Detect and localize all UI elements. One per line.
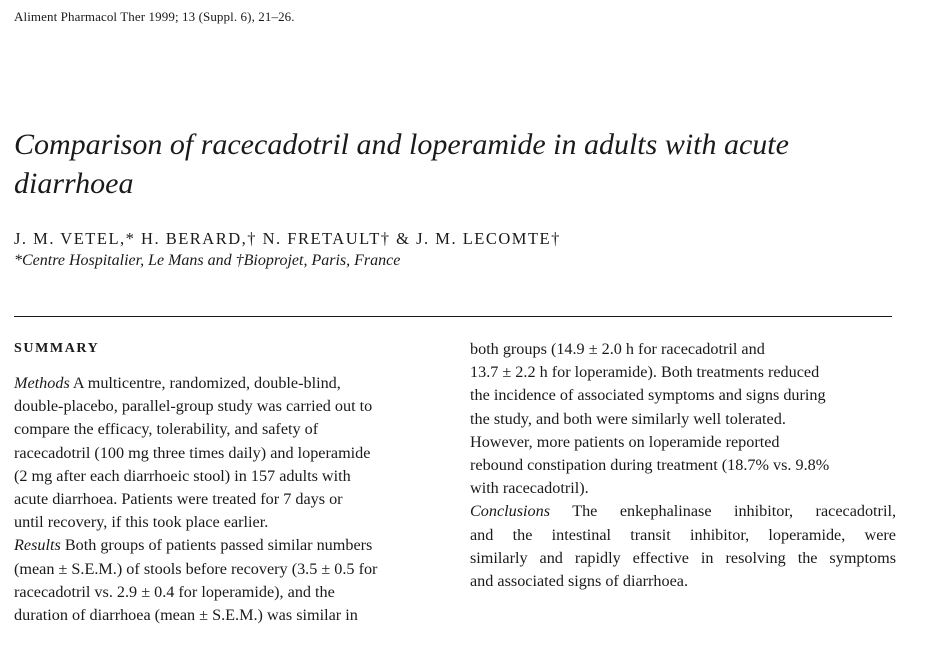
methods-line: acute diarrhoea. Patients were treated for 7 days or <box>14 490 343 509</box>
results-line: However, more patients on loperamide reported <box>470 432 780 451</box>
results-line: both groups (14.9 ± 2.0 h for racecadotril and <box>470 340 765 358</box>
summary-column-left <box>14 372 444 627</box>
results-label: Results <box>14 536 61 555</box>
summary-heading: SUMMARY <box>14 341 100 356</box>
conclusions-line: and the intestinal transit inhibitor, loperamide, were <box>470 525 896 544</box>
methods-line: compare the efficacy, tolerability, and safety of <box>14 420 319 439</box>
methods-line: (2 mg after each diarrhoeic stool) in 157 adults with <box>14 466 351 485</box>
methods-label: Methods <box>14 374 70 392</box>
header-divider <box>14 316 892 317</box>
results-line: 13.7 ± 2.2 h for loperamide). Both treatments reduced <box>470 363 820 382</box>
methods-line: racecadotril (100 mg three times daily) and loperamide <box>14 443 371 462</box>
results-line: racecadotril vs. 2.9 ± 0.4 for loperamide), and the <box>14 582 335 601</box>
results-line: duration of diarrhoea (mean ± S.E.M.) was similar in <box>14 606 358 625</box>
conclusions-line: Conclusions The enkephalinase inhibitor, racecadotril, <box>470 502 896 521</box>
methods-line: until recovery, if this took place earlier. <box>14 513 269 532</box>
methods-line: Methods A multicentre, randomized, double-blind, <box>14 374 341 392</box>
article-title: Comparison of racecadotril and loperamide in adults with acute diarrhoea <box>14 128 789 200</box>
results-line: rebound constipation during treatment (18.7% vs. 9.8% <box>470 456 830 475</box>
author-list: J. M. VETEL,* H. BERARD,† N. FRETAULT† & J. M. LECOMTE† <box>14 229 561 248</box>
results-line: the study, and both were similarly well tolerated. <box>470 409 786 428</box>
results-line: (mean ± S.E.M.) of stools before recovery (3.5 ± 0.5 for <box>14 559 378 578</box>
author-affiliations: *Centre Hospitalier, Le Mans and †Bioprojet, Paris, France <box>14 252 401 269</box>
conclusions-label: Conclusions <box>470 502 551 521</box>
summary-column-right <box>470 338 896 593</box>
results-line: the incidence of associated symptoms and signs during <box>470 386 826 405</box>
conclusions-line: and associated signs of diarrhoea. <box>470 572 689 591</box>
conclusions-line: similarly and rapidly effective in resolving the symptoms <box>470 548 896 567</box>
results-line: with racecadotril). <box>470 479 589 498</box>
journal-citation: Aliment Pharmacol Ther 1999; 13 (Suppl. 6), 21–26. <box>14 9 295 24</box>
methods-line: double-placebo, parallel-group study was carried out to <box>14 397 373 416</box>
results-line: Results Both groups of patients passed similar numbers <box>14 536 373 555</box>
